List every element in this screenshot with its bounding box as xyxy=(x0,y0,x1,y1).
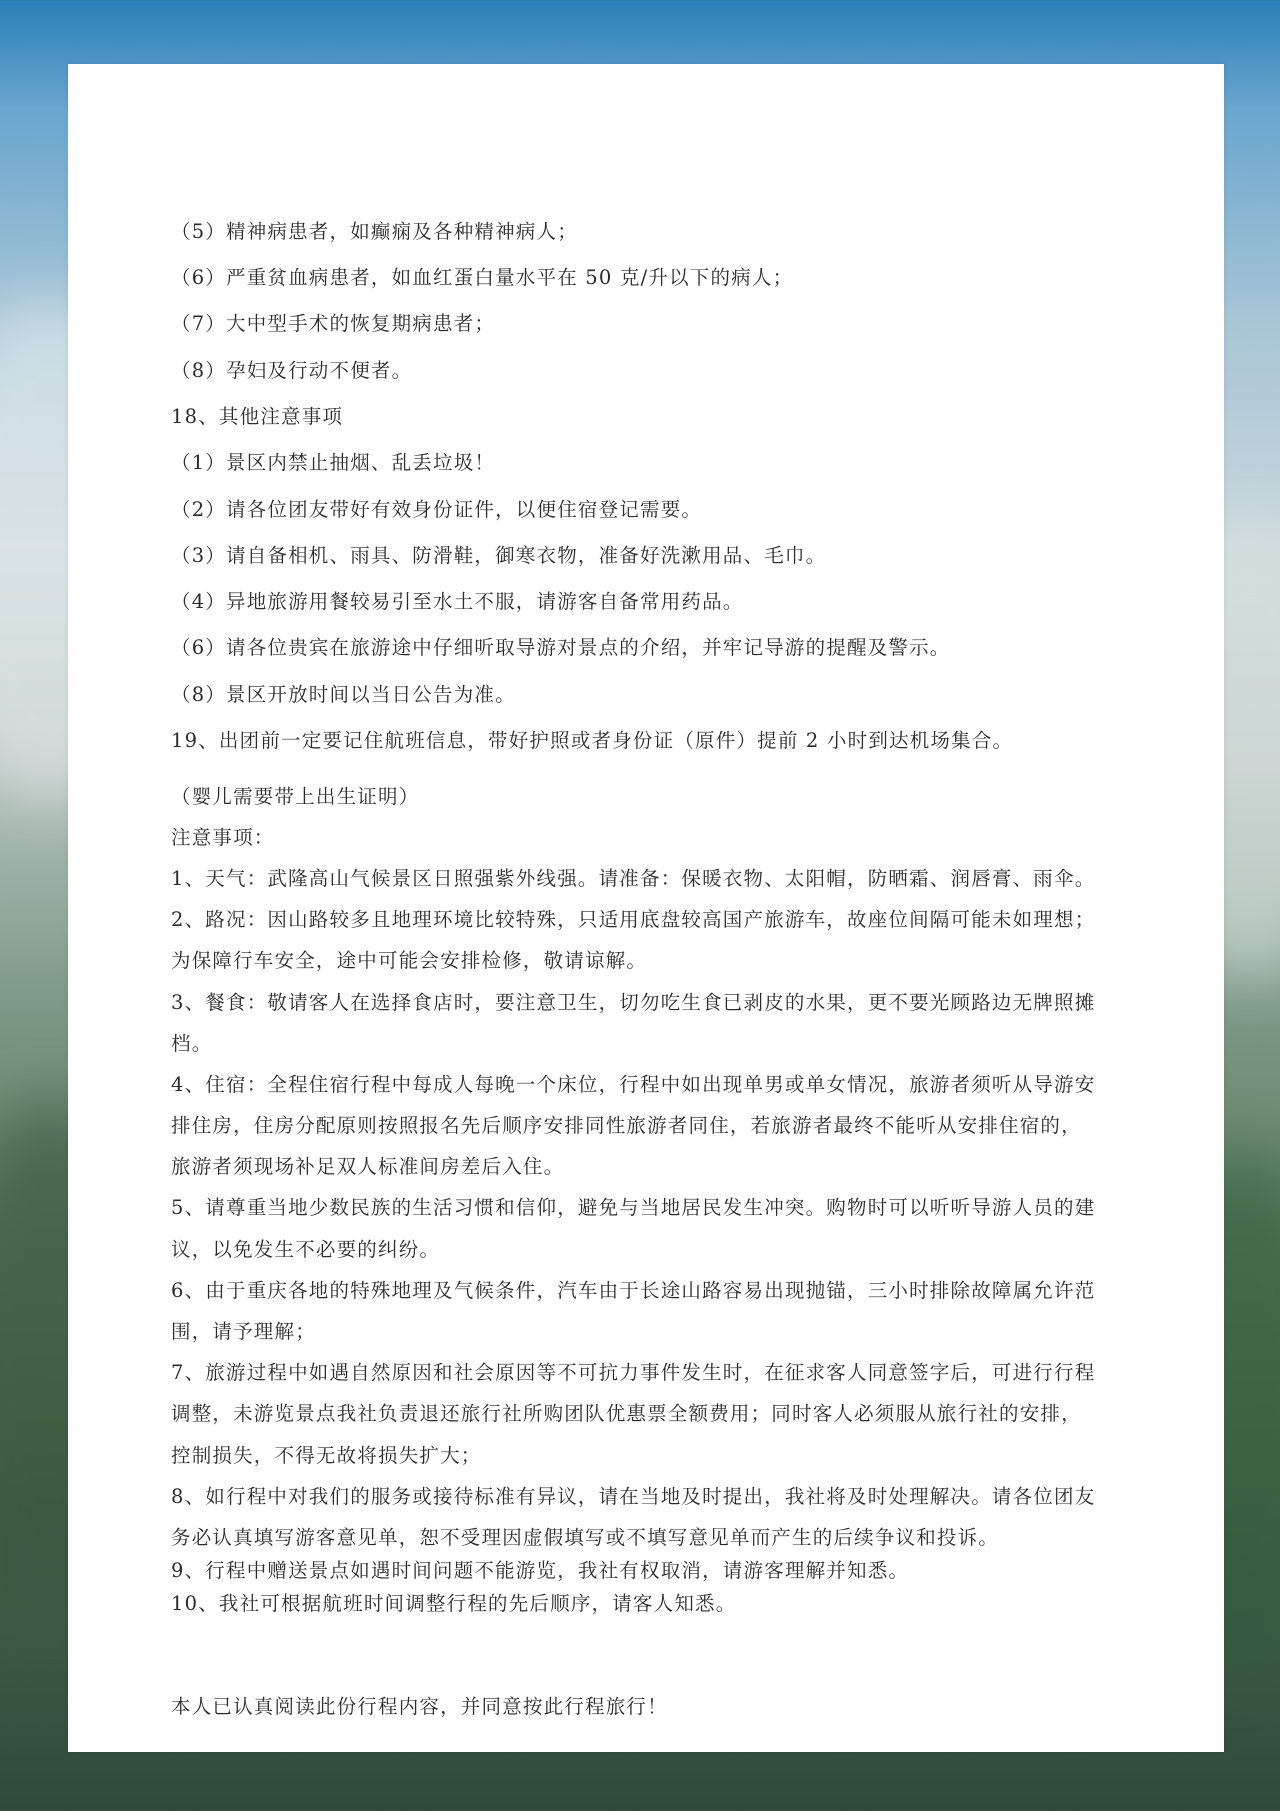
paragraph-line: 6、由于重庆各地的特殊地理及气候条件，汽车由于长途山路容易出现抛锚，三小时排除故障属允许范 xyxy=(171,1279,1096,1302)
document-page xyxy=(68,64,1224,1752)
paragraph-line: 5、请尊重当地少数民族的生活习惯和信仰，避免与当地居民发生冲突。购物时可以听听导游人员的建 xyxy=(171,1196,1096,1219)
paragraph-line: 7、旅游过程中如遇自然原因和社会原因等不可抗力事件发生时，在征求客人同意签字后，可进行行程 xyxy=(171,1361,1096,1384)
list-item: （5）精神病患者，如癫痫及各种精神病人； xyxy=(171,220,578,243)
list-item: （8）孕妇及行动不便者。 xyxy=(171,359,413,382)
list-item: （8）景区开放时间以当日公告为准。 xyxy=(171,683,516,706)
closing-statement: 本人已认真阅读此份行程内容，并同意按此行程旅行！ xyxy=(171,1695,668,1718)
paragraph-line: 为保障行车安全，途中可能会安排检修，敬请谅解。 xyxy=(171,949,648,972)
paragraph-line: 议，以免发生不必要的纠纷。 xyxy=(171,1238,441,1261)
note-text: （婴儿需要带上出生证明） xyxy=(171,785,420,808)
paragraph-line: 调整，未游览景点我社负责退还旅行社所购团队优惠票全额费用；同时客人必须服从旅行社的安排， xyxy=(171,1402,1082,1425)
list-item: （2）请各位团友带好有效身份证件，以便住宿登记需要。 xyxy=(171,498,703,521)
paragraph-line: 排住房，住房分配原则按照报名先后顺序安排同性旅游者同住，若旅游者最终不能听从安排住宿的， xyxy=(171,1114,1082,1137)
paragraph-line: 4、住宿：全程住宿行程中每成人每晚一个床位，行程中如出现单男或单女情况，旅游者须听从导游安 xyxy=(171,1073,1096,1096)
list-item: （3）请自备相机、雨具、防滑鞋，御寒衣物，准备好洗漱用品、毛巾。 xyxy=(171,544,827,567)
paragraph-line: 3、餐食：敬请客人在选择食店时，要注意卫生，切勿吃生食已剥皮的水果，更不要光顾路边无牌照摊 xyxy=(171,991,1096,1014)
paragraph-line: 10、我社可根据航班时间调整行程的先后顺序，请客人知悉。 xyxy=(171,1592,737,1615)
paragraph-line: 围，请予理解； xyxy=(171,1320,316,1343)
list-item: （6）严重贫血病患者，如血红蛋白量水平在 50 克/升以下的病人； xyxy=(171,266,794,289)
paragraph-line: 9、行程中赠送景点如遇时间问题不能游览，我社有权取消，请游客理解并知悉。 xyxy=(171,1559,910,1582)
list-item: （6）请各位贵宾在旅游途中仔细听取导游对景点的介绍，并牢记导游的提醒及警示。 xyxy=(171,636,951,659)
section-heading: 19、出团前一定要记住航班信息，带好护照或者身份证（原件）提前 2 小时到达机场集合。 xyxy=(171,729,1014,752)
paragraph-line: 务必认真填写游客意见单，恕不受理因虚假填写或不填写意见单而产生的后续争议和投诉。 xyxy=(171,1526,1000,1549)
paragraph-line: 2、路况：因山路较多且地理环境比较特殊，只适用底盘较高国产旅游车，故座位间隔可能未如理想； xyxy=(171,908,1096,931)
paragraph-line: 控制损失，不得无故将损失扩大； xyxy=(171,1444,482,1467)
section-heading: 注意事项： xyxy=(171,826,275,849)
paragraph-line: 8、如行程中对我们的服务或接待标准有异议，请在当地及时提出，我社将及时处理解决。请各位团友 xyxy=(171,1485,1096,1508)
paragraph-line: 1、天气：武隆高山气候景区日照强紫外线强。请准备：保暖衣物、太阳帽，防晒霜、润唇膏、雨伞。 xyxy=(171,867,1096,890)
list-item: （4）异地旅游用餐较易引至水土不服，请游客自备常用药品。 xyxy=(171,590,744,613)
section-heading: 18、其他注意事项 xyxy=(171,405,344,428)
list-item: （1）景区内禁止抽烟、乱丢垃圾！ xyxy=(171,451,496,474)
paragraph-line: 旅游者须现场补足双人标准间房差后入住。 xyxy=(171,1155,565,1178)
list-item: （7）大中型手术的恢复期病患者； xyxy=(171,312,496,335)
paragraph-line: 档。 xyxy=(171,1032,213,1055)
